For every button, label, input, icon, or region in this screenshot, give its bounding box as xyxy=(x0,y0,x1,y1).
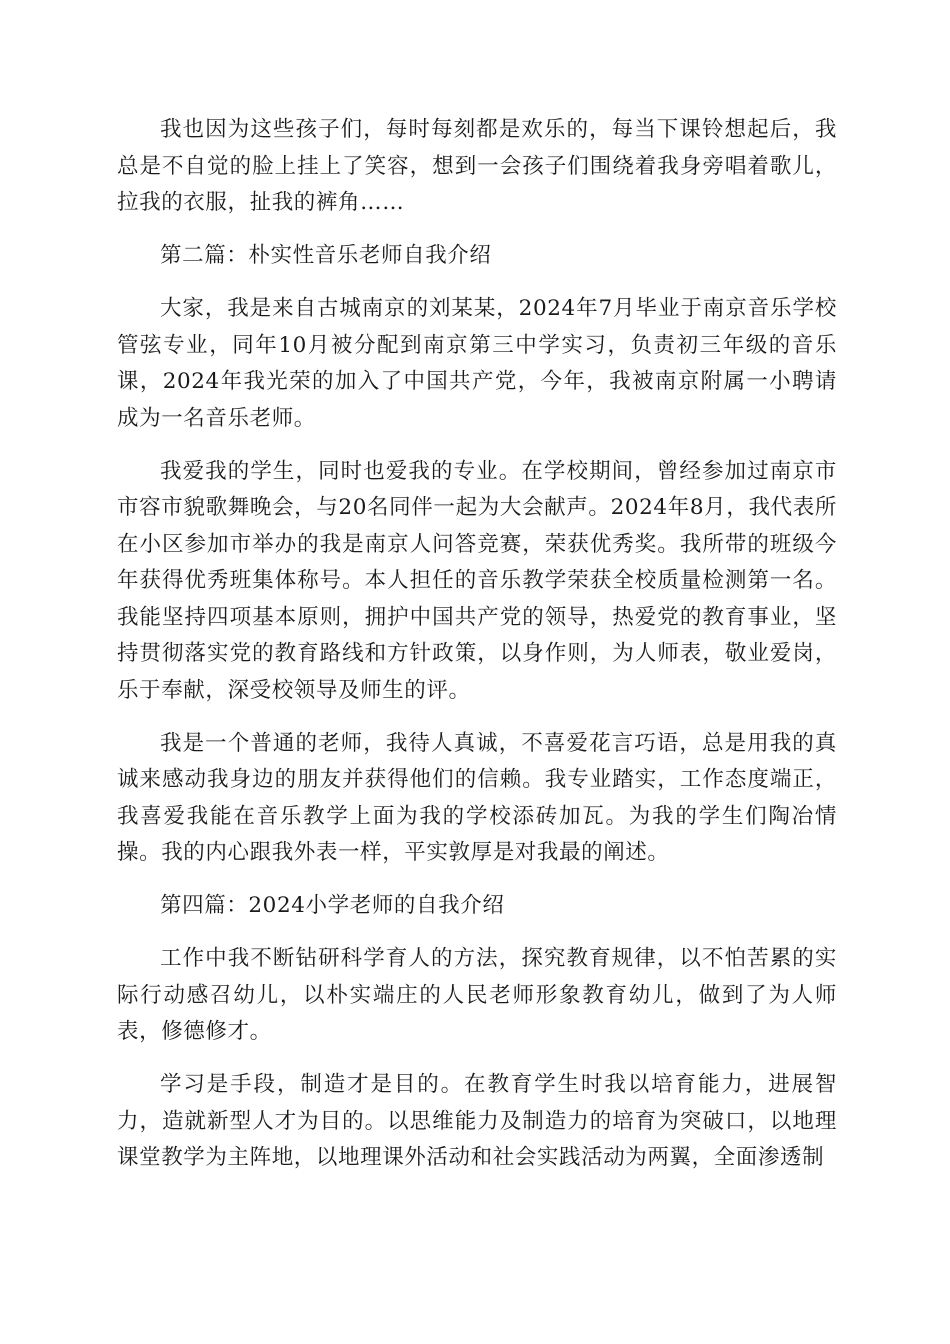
paragraph-learning-goal: 学习是手段，制造才是目的。在教育学生时我以培育能力，进展智力，造就新型人才为目的。以思维能力及制造力的培育为突破口，以地理课堂教学为主阵地，以地理课外活动和社会实践活动为两翼，全面渗透制 xyxy=(117,1072,837,1170)
paragraph-teaching-method: 工作中我不断钻研科学育人的方法，探究教育规律，以不怕苦累的实际行动感召幼儿，以朴实端庄的人民老师形象教育幼儿，做到了为人师表，修德修才。 xyxy=(117,946,837,1044)
document-page xyxy=(117,112,837,1193)
paragraph-introduction: 大家，我是来自古城南京的刘某某，2024年7月毕业于南京音乐学校管弦专业，同年10月被分配到南京第三中学实习，负责初三年级的音乐课，2024年我光荣的加入了中国共产党，今年，我被南京附属一小聘请成为一名音乐老师。 xyxy=(117,296,837,431)
paragraph-children-joy: 我也因为这些孩子们，每时每刻都是欢乐的，每当下课铃想起后，我总是不自觉的脸上挂上了笑容，想到一会孩子们围绕着我身旁唱着歌儿，拉我的衣服，扯我的裤角…… xyxy=(117,117,837,215)
section-heading-music-teacher: 第二篇：朴实性音乐老师自我介绍 xyxy=(160,243,492,268)
paragraph-personality: 我是一个普通的老师，我待人真诚，不喜爱花言巧语，总是用我的真诚来感动我身边的朋友并获得他们的信赖。我专业踏实，工作态度端正，我喜爱我能在音乐教学上面为我的学校添砖加瓦。为我的学生们陶冶情操。我的内心跟我外表一样，平实敦厚是对我最的阐述。 xyxy=(117,730,837,865)
paragraph-achievements: 我爱我的学生，同时也爱我的专业。在学校期间，曾经参加过南京市市容市貌歌舞晚会，与20名同伴一起为大会献声。2024年8月，我代表所在小区参加市举办的我是南京人问答竞赛，荣获优秀奖。我所带的班级今年获得优秀班集体称号。本人担任的音乐教学荣获全校质量检测第一名。我能坚持四项基本原则，拥护中国共产党的领导，热爱党的教育事业，坚持贯彻落实党的教育路线和方针政策，以身作则，为人师表，敬业爱岗，乐于奉献，深受校领导及师生的评。 xyxy=(117,458,837,703)
section-heading-primary-teacher: 第四篇：2024小学老师的自我介绍 xyxy=(160,893,505,918)
